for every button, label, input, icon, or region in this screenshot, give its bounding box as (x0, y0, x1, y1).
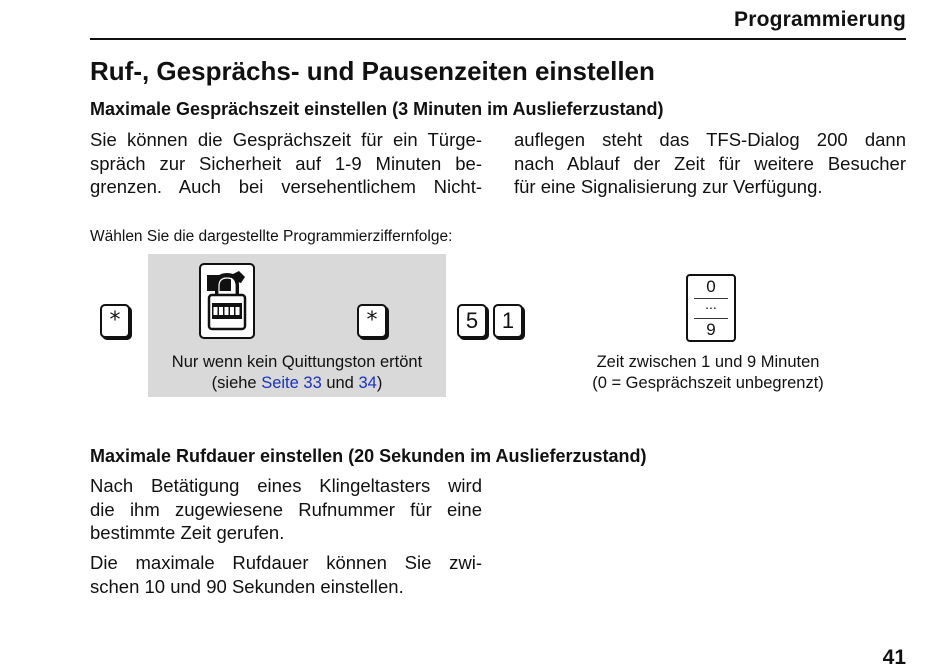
star-key-2: * (357, 304, 387, 338)
header-rule (90, 38, 906, 40)
instruction-text: Wählen Sie die dargestellte Programmierziffernfolge: (90, 228, 453, 245)
digit-caption (560, 352, 856, 394)
digit-top: 0 (706, 277, 716, 296)
section2-heading: Maximale Rufdauer einstellen (20 Sekunden im Auslieferzustand) (90, 446, 647, 466)
section1-heading: Maximale Gesprächszeit einstellen (3 Minuten im Auslieferzustand) (90, 99, 664, 119)
caption-prefix: (siehe (211, 374, 262, 392)
link-page-34[interactable]: 34 (358, 374, 377, 392)
link-page-33[interactable]: Seite 33 (261, 374, 322, 392)
page-number: 41 (882, 646, 906, 669)
box-caption-line1: Nur wenn kein Quittungston ertönt (171, 353, 423, 371)
caption-suffix: ) (376, 374, 383, 392)
section2-paragraph1 (90, 474, 482, 545)
digit-range-card (686, 274, 736, 342)
digit-bottom: 9 (706, 320, 716, 339)
caption-and: und (321, 374, 359, 392)
text-line: nach Ablauf der Zeit für weitere Besucher (514, 152, 906, 174)
digit-caption-line2: (0 = Gesprächszeit unbegrenzt) (592, 374, 824, 392)
text-line: die ihm zugewiesene Rufnummer für eine (90, 498, 482, 520)
section-header: Programmierung (734, 8, 906, 31)
text-line: grenzen. Auch bei versehentlichem Nicht- (90, 176, 482, 197)
box-caption-line2 (148, 373, 446, 394)
text-line: auflegen steht das TFS-Dialog 200 dann (514, 129, 906, 150)
text-line: spräch zur Sicherheit auf 1-9 Minuten be- (90, 152, 482, 174)
section1-left-paragraph (90, 128, 482, 199)
section2-paragraph2 (90, 551, 482, 598)
card-rule-bottom (694, 318, 728, 319)
padlock-key-icon (201, 265, 253, 337)
digit-key-1: 1 (493, 304, 523, 338)
text-line: Die maximale Rufdauer können Sie zwi- (90, 552, 482, 573)
text-line: bestimmte Zeit gerufen. (90, 522, 285, 543)
box-caption (148, 352, 446, 394)
digit-caption-line1: Zeit zwischen 1 und 9 Minuten (596, 353, 820, 371)
page-title: Ruf-, Gesprächs- und Pausenzeiten einstellen (90, 56, 655, 86)
text-line: schen 10 und 90 Sekunden einstellen. (90, 575, 404, 597)
text-line: Sie können die Gesprächszeit für ein Türge- (90, 129, 482, 150)
text-line: für eine Signalisierung zur Verfügung. (514, 176, 823, 197)
digit-key-5: 5 (457, 304, 487, 338)
star-key-1: * (100, 304, 130, 338)
text-line: Nach Betätigung eines Klingeltasters wird (90, 475, 482, 496)
digit-dots: ... (705, 296, 717, 312)
lock-key (199, 263, 255, 339)
section1-right-paragraph (514, 128, 906, 199)
